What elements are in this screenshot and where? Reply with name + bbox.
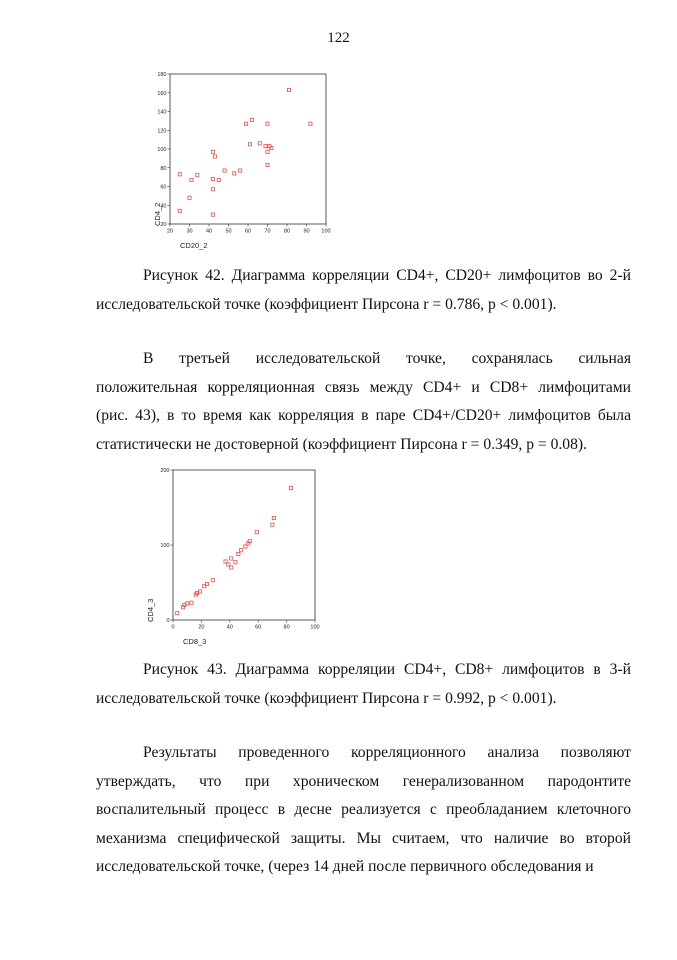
data-point — [272, 516, 275, 519]
figure-42-scatter-chart — [150, 70, 340, 250]
data-point — [178, 209, 181, 212]
y-tick-label: 20 — [160, 222, 167, 228]
y-tick-label: 200 — [160, 468, 170, 474]
data-point — [240, 549, 243, 552]
data-point — [309, 122, 312, 125]
figure-43-scatter-chart — [143, 462, 333, 652]
data-point — [258, 142, 261, 145]
x-tick-label: 90 — [303, 228, 310, 235]
x-tick-label: 20 — [166, 228, 174, 235]
data-point — [188, 196, 191, 199]
data-point — [196, 174, 199, 177]
data-point — [264, 145, 267, 148]
data-point — [211, 150, 214, 153]
x-tick-label: 0 — [171, 624, 175, 631]
figure-43-caption — [96, 656, 631, 713]
paragraph-line: статистически не достоверной (коэффициент Пирсона r = 0.349, p = 0.08). — [96, 435, 587, 453]
scatter-plot-cd4-cd20 — [150, 70, 340, 250]
data-point — [271, 523, 274, 526]
data-point — [213, 155, 216, 158]
data-point — [250, 118, 253, 121]
x-axis-title: CD8_3 — [183, 637, 207, 646]
paragraph-line: утверждать, что при хроническом генерализованном пародонтите — [96, 772, 631, 790]
data-point — [237, 552, 240, 555]
y-tick-label: 80 — [160, 165, 167, 172]
paragraph-line: В третьей исследовательской точке, сохранялась сильная — [143, 350, 631, 367]
x-tick-label: 80 — [283, 624, 290, 631]
x-tick-label: 100 — [321, 228, 331, 235]
data-point — [211, 177, 214, 180]
paragraph-2 — [96, 739, 631, 882]
scatter-plot-cd4-cd8 — [143, 462, 333, 652]
data-point — [266, 163, 269, 166]
data-point — [211, 579, 214, 582]
paragraph-line: воспалительный процесс в десне реализуется с преобладанием клеточного — [96, 801, 631, 818]
plot-frame — [170, 74, 326, 224]
caption-line: Рисунок 42. Диаграмма корреляции CD4+, CD20+ лимфоцитов во 2-й — [143, 267, 631, 284]
x-tick-label: 20 — [198, 624, 205, 631]
data-point — [266, 150, 269, 153]
x-tick-label: 70 — [264, 228, 271, 235]
data-point — [211, 213, 214, 216]
y-tick-label: 100 — [160, 543, 170, 549]
data-point — [217, 178, 220, 181]
y-tick-label: 100 — [157, 147, 167, 153]
data-point — [211, 188, 214, 191]
caption-line: исследовательской точке (коэффициент Пирсона r = 0.786, p < 0.001). — [96, 295, 557, 313]
paragraph-line: механизма специфической защиты. Мы считаем, что наличие во второй — [96, 829, 631, 847]
y-tick-label: 160 — [157, 90, 167, 97]
y-axis-title: CD4_2 — [153, 202, 162, 226]
x-tick-label: 30 — [186, 228, 193, 235]
data-point — [266, 122, 269, 125]
y-tick-label: 140 — [157, 109, 167, 116]
paragraph-line: исследовательской точке, (через 14 дней после первичного обследования и — [96, 858, 594, 875]
y-tick-label: 120 — [157, 128, 167, 135]
data-point — [289, 486, 292, 489]
x-tick-label: 50 — [225, 228, 232, 235]
data-point — [190, 601, 193, 604]
paragraph-1 — [96, 345, 631, 459]
x-tick-label: 80 — [283, 228, 291, 235]
y-tick-label: 40 — [160, 203, 167, 210]
paragraph-line: Результаты проведенного корреляционного анализа позволяют — [143, 744, 631, 761]
x-tick-label: 60 — [255, 624, 262, 631]
data-point — [233, 172, 236, 175]
data-point — [230, 557, 233, 560]
caption-line: Рисунок 43. Диаграмма корреляции CD4+, CD8+ лимфоцитов в 3-й — [143, 661, 631, 678]
data-point — [255, 531, 258, 534]
y-tick-label: 0 — [166, 618, 170, 624]
x-tick-label: 40 — [205, 228, 213, 235]
figure-42-caption — [96, 262, 631, 319]
data-point — [239, 169, 242, 172]
x-tick-label: 100 — [310, 624, 320, 631]
x-tick-label: 40 — [226, 624, 233, 631]
data-point — [223, 169, 226, 172]
paragraph-line: (рис. 43), в то время как корреляция в паре CD4+/CD20+ лимфоцитов была — [96, 407, 631, 424]
data-point — [178, 173, 181, 176]
data-point — [176, 612, 179, 615]
data-point — [234, 561, 237, 564]
y-axis-title: CD4_3 — [146, 598, 155, 622]
data-point — [248, 143, 251, 146]
x-axis-title: CD20_2 — [180, 241, 208, 250]
data-point — [190, 178, 193, 181]
y-tick-label: 180 — [157, 72, 167, 78]
caption-line: исследовательской точке (коэффициент Пирсона r = 0.992, p < 0.001). — [96, 689, 557, 707]
data-point — [287, 88, 290, 91]
y-tick-label: 60 — [160, 184, 167, 191]
page-number: 122 — [327, 30, 350, 46]
x-tick-label: 60 — [244, 228, 252, 235]
data-point — [244, 122, 247, 125]
paragraph-line: положительная корреляционная связь между CD4+ и CD8+ лимфоцитами — [96, 378, 631, 396]
